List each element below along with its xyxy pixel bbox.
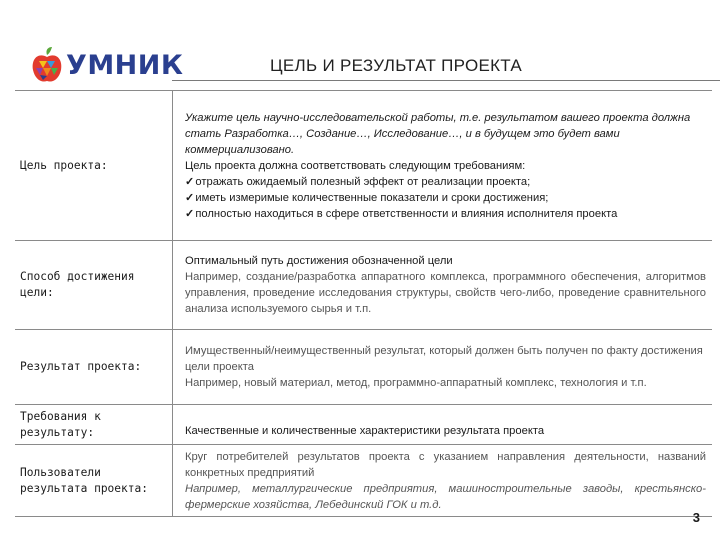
row-label: Цель проекта: (15, 91, 173, 241)
table-row-requirements (15, 405, 712, 445)
content-line: Качественные и количественные характеристики результата проекта (185, 425, 545, 437)
content-line: Укажите цель научно-исследовательской работы, т.е. результатом вашего проекта должна стать Разработка…, Создание…, Исследование…, и в будущем это будет вами коммерциализовано. (185, 111, 691, 156)
checklist-item: ✓ отражать ожидаемый полезный эффект от реализации проекта; (185, 174, 706, 190)
row-label: Результат проекта: (15, 330, 173, 405)
checklist-item: ✓ иметь измеримые количественные показатели и сроки достижения; (185, 190, 706, 206)
row-content (173, 405, 713, 445)
table-row-users (15, 445, 712, 517)
row-label: Пользователи результата проекта: (15, 445, 173, 517)
logo (30, 46, 183, 84)
content-line: Например, создание/разработка аппаратного комплекса, программного обеспечения, алгоритмов управления, проведение исследования структуры, свойств чего-либо, проведение сравнительного анализа используемого сырья и т.п. (185, 271, 706, 315)
content-line: Оптимальный путь достижения обозначенной цели (185, 255, 453, 267)
row-content (173, 445, 713, 517)
page-number: 3 (692, 510, 700, 525)
row-label: Требования к результату: (15, 405, 173, 445)
logo-text: УМНИК (66, 49, 184, 81)
table-row-goal (15, 91, 712, 241)
page-title: ЦЕЛЬ И РЕЗУЛЬТАТ ПРОЕКТА (270, 56, 523, 75)
row-content (173, 330, 713, 405)
content-line: Например, металлургические предприятия, машиностроительные заводы, крестьянско-фермерские хозяйства, Лебединский ГОК и т.д. (185, 482, 706, 511)
checklist-item: ✓ полностью находиться в сфере ответственности и влияния исполнителя проекта (185, 206, 706, 222)
row-content (173, 241, 713, 330)
content-line: Круг потребителей результатов проекта с указанием направления деятельности, названий конкретных предприятий (185, 450, 706, 479)
row-label: Способ достижения цели: (15, 241, 173, 330)
content-line: Например, новый материал, метод, программно-аппаратный комплекс, технология и т.п. (185, 377, 647, 389)
table-row-method (15, 241, 712, 330)
row-content (173, 91, 713, 241)
project-table (15, 90, 712, 517)
table-row-result (15, 330, 712, 405)
header-rule (172, 80, 720, 81)
content-line: Цель проекта должна соответствовать следующим требованиям: (185, 159, 526, 172)
content-line: Имущественный/неимущественный результат, который должен быть получен по факту достижения цели проекта (185, 345, 703, 373)
apple-logo-icon (30, 46, 64, 84)
